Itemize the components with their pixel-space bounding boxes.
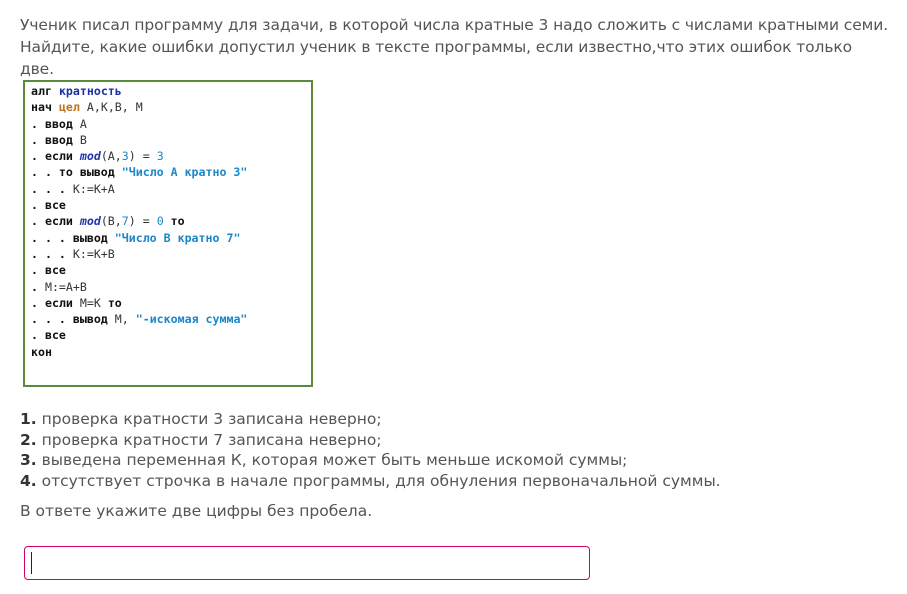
option-text: отсутствует строчка в начале программы, для обнуления первоначальной суммы. — [41, 471, 721, 490]
option-number: 4. — [20, 471, 37, 490]
text-cursor — [31, 552, 32, 574]
option-text: проверка кратности 3 записана неверно; — [41, 410, 382, 428]
code-function: mod — [79, 214, 101, 229]
code-indent: . — [31, 132, 45, 147]
answer-options — [20, 409, 890, 491]
code-line-12 — [31, 262, 311, 278]
code-args: (А, — [100, 149, 122, 164]
code-indent: . — [31, 279, 45, 294]
code-indent: . . . — [31, 181, 73, 196]
code-line-11 — [31, 246, 311, 262]
code-number: 0 — [156, 214, 164, 229]
code-indent: . — [31, 328, 45, 343]
code-keyword: вывод — [72, 230, 108, 245]
code-line-13 — [31, 279, 311, 295]
task-text: Ученик писал программу для задачи, в которой числа кратные 3 надо сложить с числами кратными семи. Найдите, какие ошибки допустил ученик в тексте программы, если известно,что этих ошибок только две. — [20, 16, 889, 78]
code-line-7 — [31, 181, 311, 197]
code-line-6 — [31, 164, 311, 180]
code-indent: . — [31, 214, 45, 229]
code-string: "Число А кратно 3" — [121, 165, 248, 180]
option-text: проверка кратности 7 записана неверно; — [41, 430, 382, 449]
code-indent: . . . — [31, 230, 73, 245]
code-keyword: то — [170, 214, 185, 229]
code-keyword: то вывод — [58, 165, 115, 180]
code-keyword: если — [44, 295, 73, 310]
option-4 — [20, 471, 890, 492]
code-keyword: ввод — [44, 132, 73, 147]
code-keyword: все — [44, 263, 66, 278]
code-function: mod — [79, 149, 101, 164]
option-1 — [20, 409, 890, 430]
code-indent: . — [31, 149, 45, 164]
option-number: 1. — [20, 410, 37, 428]
code-line-10 — [31, 230, 311, 246]
code-type: цел — [58, 100, 80, 115]
code-line-8 — [31, 197, 311, 213]
code-line-17 — [31, 344, 311, 360]
answer-input[interactable] — [24, 546, 590, 580]
code-arg: А — [79, 116, 87, 131]
code-keyword: если — [44, 149, 73, 164]
code-arg: М, — [114, 312, 129, 327]
code-indent: . — [31, 295, 45, 310]
code-keyword: ввод — [44, 116, 73, 131]
code-args: (В, — [100, 214, 122, 229]
code-operator: = — [135, 149, 157, 164]
option-2 — [20, 430, 890, 451]
code-number: 7 — [121, 214, 129, 229]
option-number: 3. — [20, 451, 37, 469]
code-indent: . — [31, 116, 45, 131]
code-keyword: алг — [31, 84, 52, 98]
answer-instruction: В ответе укажите две цифры без пробела. — [20, 502, 373, 520]
code-indent: . . . — [31, 246, 73, 261]
code-statement: К:=К+В — [72, 246, 115, 261]
code-line-5 — [31, 148, 311, 164]
code-keyword: все — [44, 198, 66, 213]
code-indent: . . — [31, 165, 59, 180]
code-line-14 — [31, 295, 311, 311]
option-number: 2. — [20, 430, 37, 449]
code-keyword: все — [44, 328, 66, 343]
code-line-4 — [31, 132, 311, 148]
code-keyword: если — [44, 214, 73, 229]
code-keyword: нач — [31, 100, 52, 115]
code-args: ) — [128, 214, 136, 229]
code-args: ) — [128, 149, 136, 164]
code-arg: В — [79, 132, 87, 147]
code-vars: А,К,В, М — [86, 100, 143, 115]
code-line-3 — [31, 116, 311, 132]
code-line-9 — [31, 213, 311, 229]
code-keyword: кон — [31, 344, 52, 359]
code-indent: . . . — [31, 312, 73, 327]
code-line-15 — [31, 311, 311, 327]
code-number: 3 — [121, 149, 129, 164]
code-condition: М=К — [79, 295, 101, 310]
code-keyword: вывод — [72, 312, 108, 327]
code-line-1 — [31, 83, 311, 99]
option-text: выведена переменная К, которая может быть меньше искомой суммы; — [41, 451, 628, 469]
code-line-16 — [31, 327, 311, 343]
code-indent: . — [31, 263, 45, 278]
code-indent: . — [31, 198, 45, 213]
code-number: 3 — [156, 149, 164, 164]
code-statement: М:=А+В — [44, 279, 87, 294]
code-line-2 — [31, 99, 311, 115]
code-listing — [23, 80, 313, 387]
code-statement: К:=К+А — [72, 181, 115, 196]
code-string: "Число В кратно 7" — [114, 230, 241, 245]
code-operator: = — [135, 214, 157, 229]
code-keyword: то — [107, 295, 122, 310]
option-3 — [20, 450, 890, 471]
code-string: "-искомая сумма" — [135, 312, 248, 327]
algorithm-name: кратность — [58, 84, 122, 98]
